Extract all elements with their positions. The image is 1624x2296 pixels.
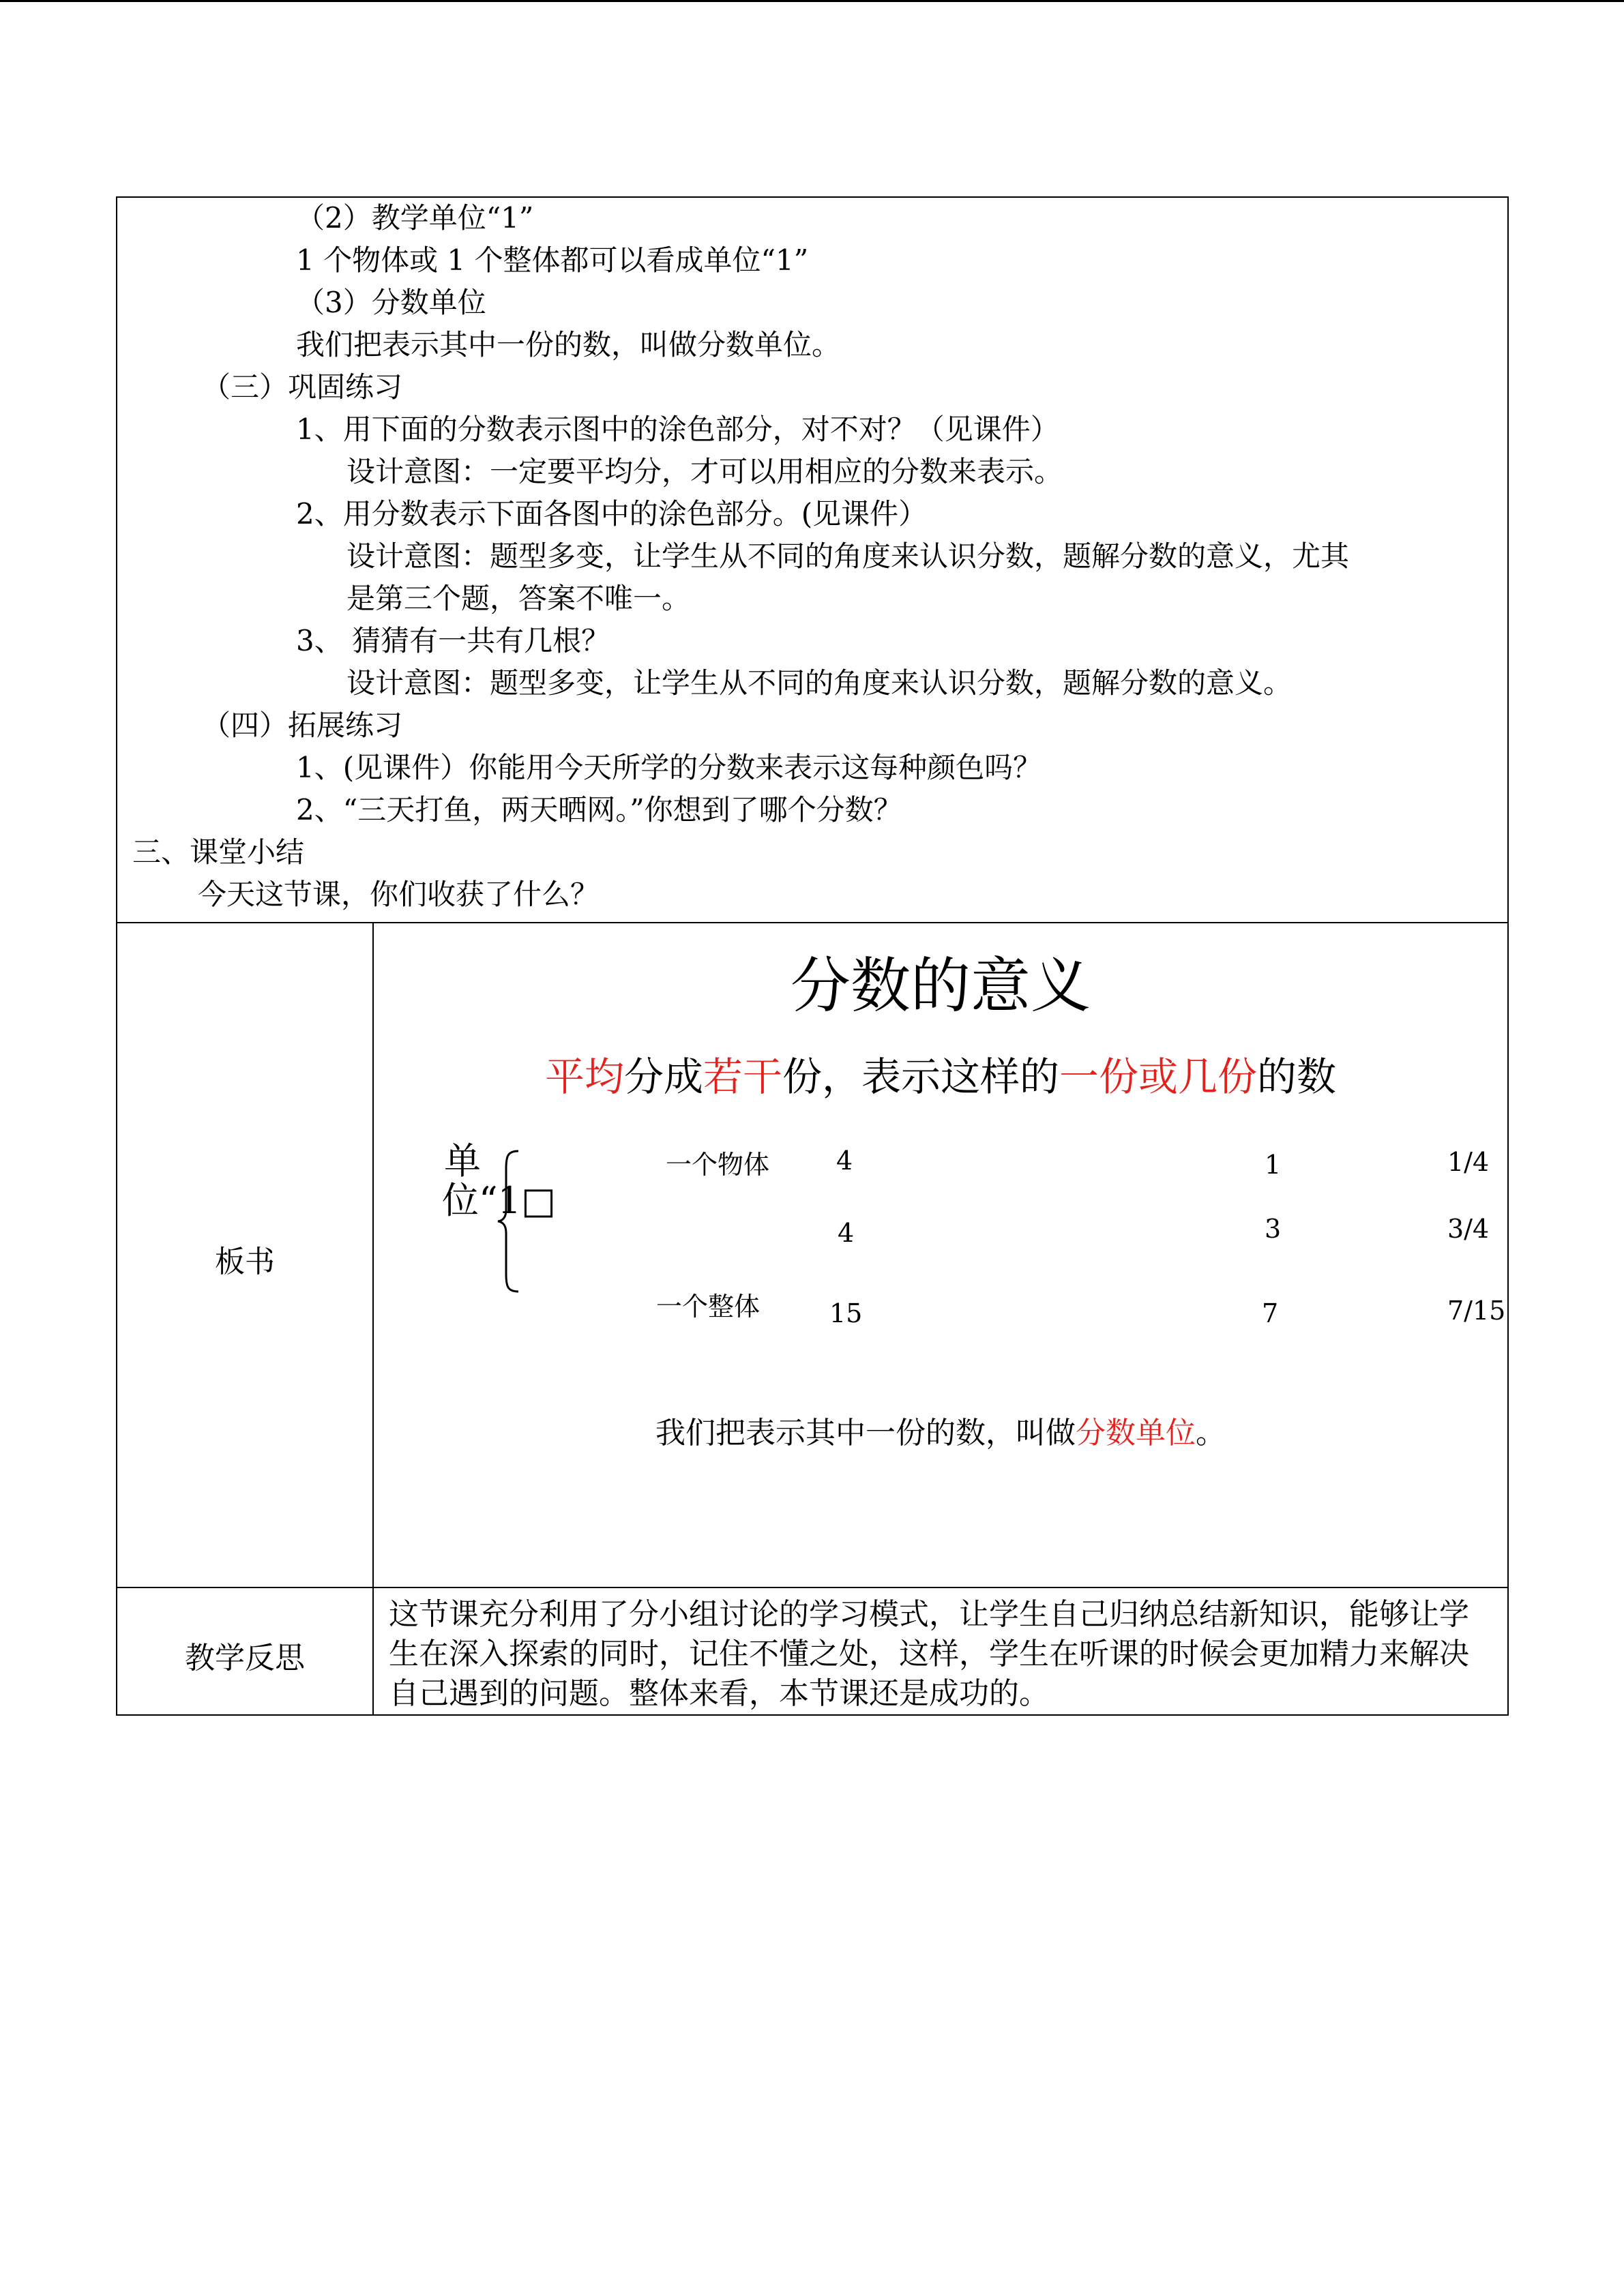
- definition-text: 分成: [623, 1054, 703, 1100]
- curly-brace-icon: [495, 1148, 522, 1294]
- definition-highlight: 若干: [703, 1054, 782, 1100]
- text-line: 1、(见课件）你能用今天所学的分数来表示这每种颜色吗？: [296, 751, 1042, 784]
- definition-text: 份，表示这样的: [782, 1054, 1060, 1100]
- text-line: 3、 猜猜有一共有几根？: [296, 624, 610, 657]
- text-line: 1、用下面的分数表示图中的涂色部分，对不对？（见课件）: [296, 413, 1059, 446]
- section-heading: （三）巩固练习: [202, 370, 403, 404]
- note-text: 。: [1196, 1416, 1226, 1450]
- row-value-a: 4: [838, 1218, 855, 1248]
- note-text: 我们把表示其中一份的数，叫做: [655, 1416, 1076, 1450]
- reflection-row: [117, 1588, 1507, 1716]
- row-value-b: 3: [1265, 1214, 1282, 1244]
- row-label: 一个物体: [666, 1150, 770, 1180]
- reflection-text: 这节课充分利用了分小组讨论的学习模式，让学生自己归纳总结新知识，能够让学生在深入探索的同时，记住不懂之处，这样，学生在听课的时候会更加精力来解决自己遇到的问题。整体来看，本节课还是成功的。: [389, 1597, 1469, 1711]
- row-value-b: 1: [1265, 1150, 1282, 1180]
- text-line: 设计意图：题型多变，让学生从不同的角度来认识分数，题解分数的意义。: [346, 666, 1293, 700]
- top-rule: [0, 0, 1624, 2]
- row-fraction: 1/4: [1447, 1147, 1490, 1177]
- row-label: 一个整体: [656, 1292, 761, 1322]
- note-highlight: 分数单位: [1076, 1416, 1196, 1450]
- text-line: （2）教学单位“1”: [296, 201, 534, 235]
- board-row: [117, 923, 1507, 1588]
- text-line: 我们把表示其中一份的数，叫做分数单位。: [296, 328, 841, 361]
- text-line: 2、“三天打鱼，两天晒网。”你想到了哪个分数？: [296, 793, 902, 826]
- row-value-b: 7: [1262, 1298, 1279, 1328]
- text-line: 设计意图：一定要平均分，才可以用相应的分数来表示。: [346, 455, 1063, 488]
- reflection-content-cell: [374, 1588, 1507, 1716]
- definition-highlight: 平均: [544, 1054, 624, 1100]
- board-label: 板书: [215, 1244, 275, 1279]
- unit-one-label: 单位“1□: [442, 1139, 556, 1222]
- text-line: 是第三个题，答案不唯一。: [346, 582, 691, 615]
- fraction-definition: [374, 1053, 1507, 1101]
- section-heading: 三、课堂小结: [132, 835, 305, 869]
- board-label-cell: [117, 923, 374, 1587]
- text-line: 1 个物体或 1 个整体都可以看成单位“1”: [296, 243, 809, 277]
- lesson-plan-table: [116, 196, 1509, 1716]
- text-line: 设计意图：题型多变，让学生从不同的角度来认识分数，题解分数的意义，尤其: [346, 539, 1350, 573]
- row-fraction: 3/4: [1447, 1214, 1490, 1244]
- lesson-steps-section: [117, 198, 1507, 923]
- text-line: 2、用分数表示下面各图中的涂色部分。(见课件）: [296, 497, 928, 531]
- section-heading: （四）拓展练习: [202, 709, 403, 742]
- reflection-label-cell: [117, 1588, 374, 1716]
- row-value-a: 15: [829, 1298, 863, 1328]
- definition-text: 的数: [1257, 1054, 1337, 1100]
- row-value-a: 4: [836, 1146, 853, 1176]
- reflection-label: 教学反思: [185, 1641, 305, 1675]
- text-line: （3）分数单位: [296, 286, 486, 319]
- text-line: 今天这节课，你们收获了什么？: [198, 878, 600, 911]
- board-title: 分数的意义: [790, 951, 1091, 1021]
- row-fraction: 7/15: [1447, 1296, 1506, 1326]
- definition-highlight: 一份或几份: [1059, 1054, 1258, 1100]
- fraction-unit-note: [374, 1414, 1507, 1452]
- board-content-cell: [374, 923, 1507, 1587]
